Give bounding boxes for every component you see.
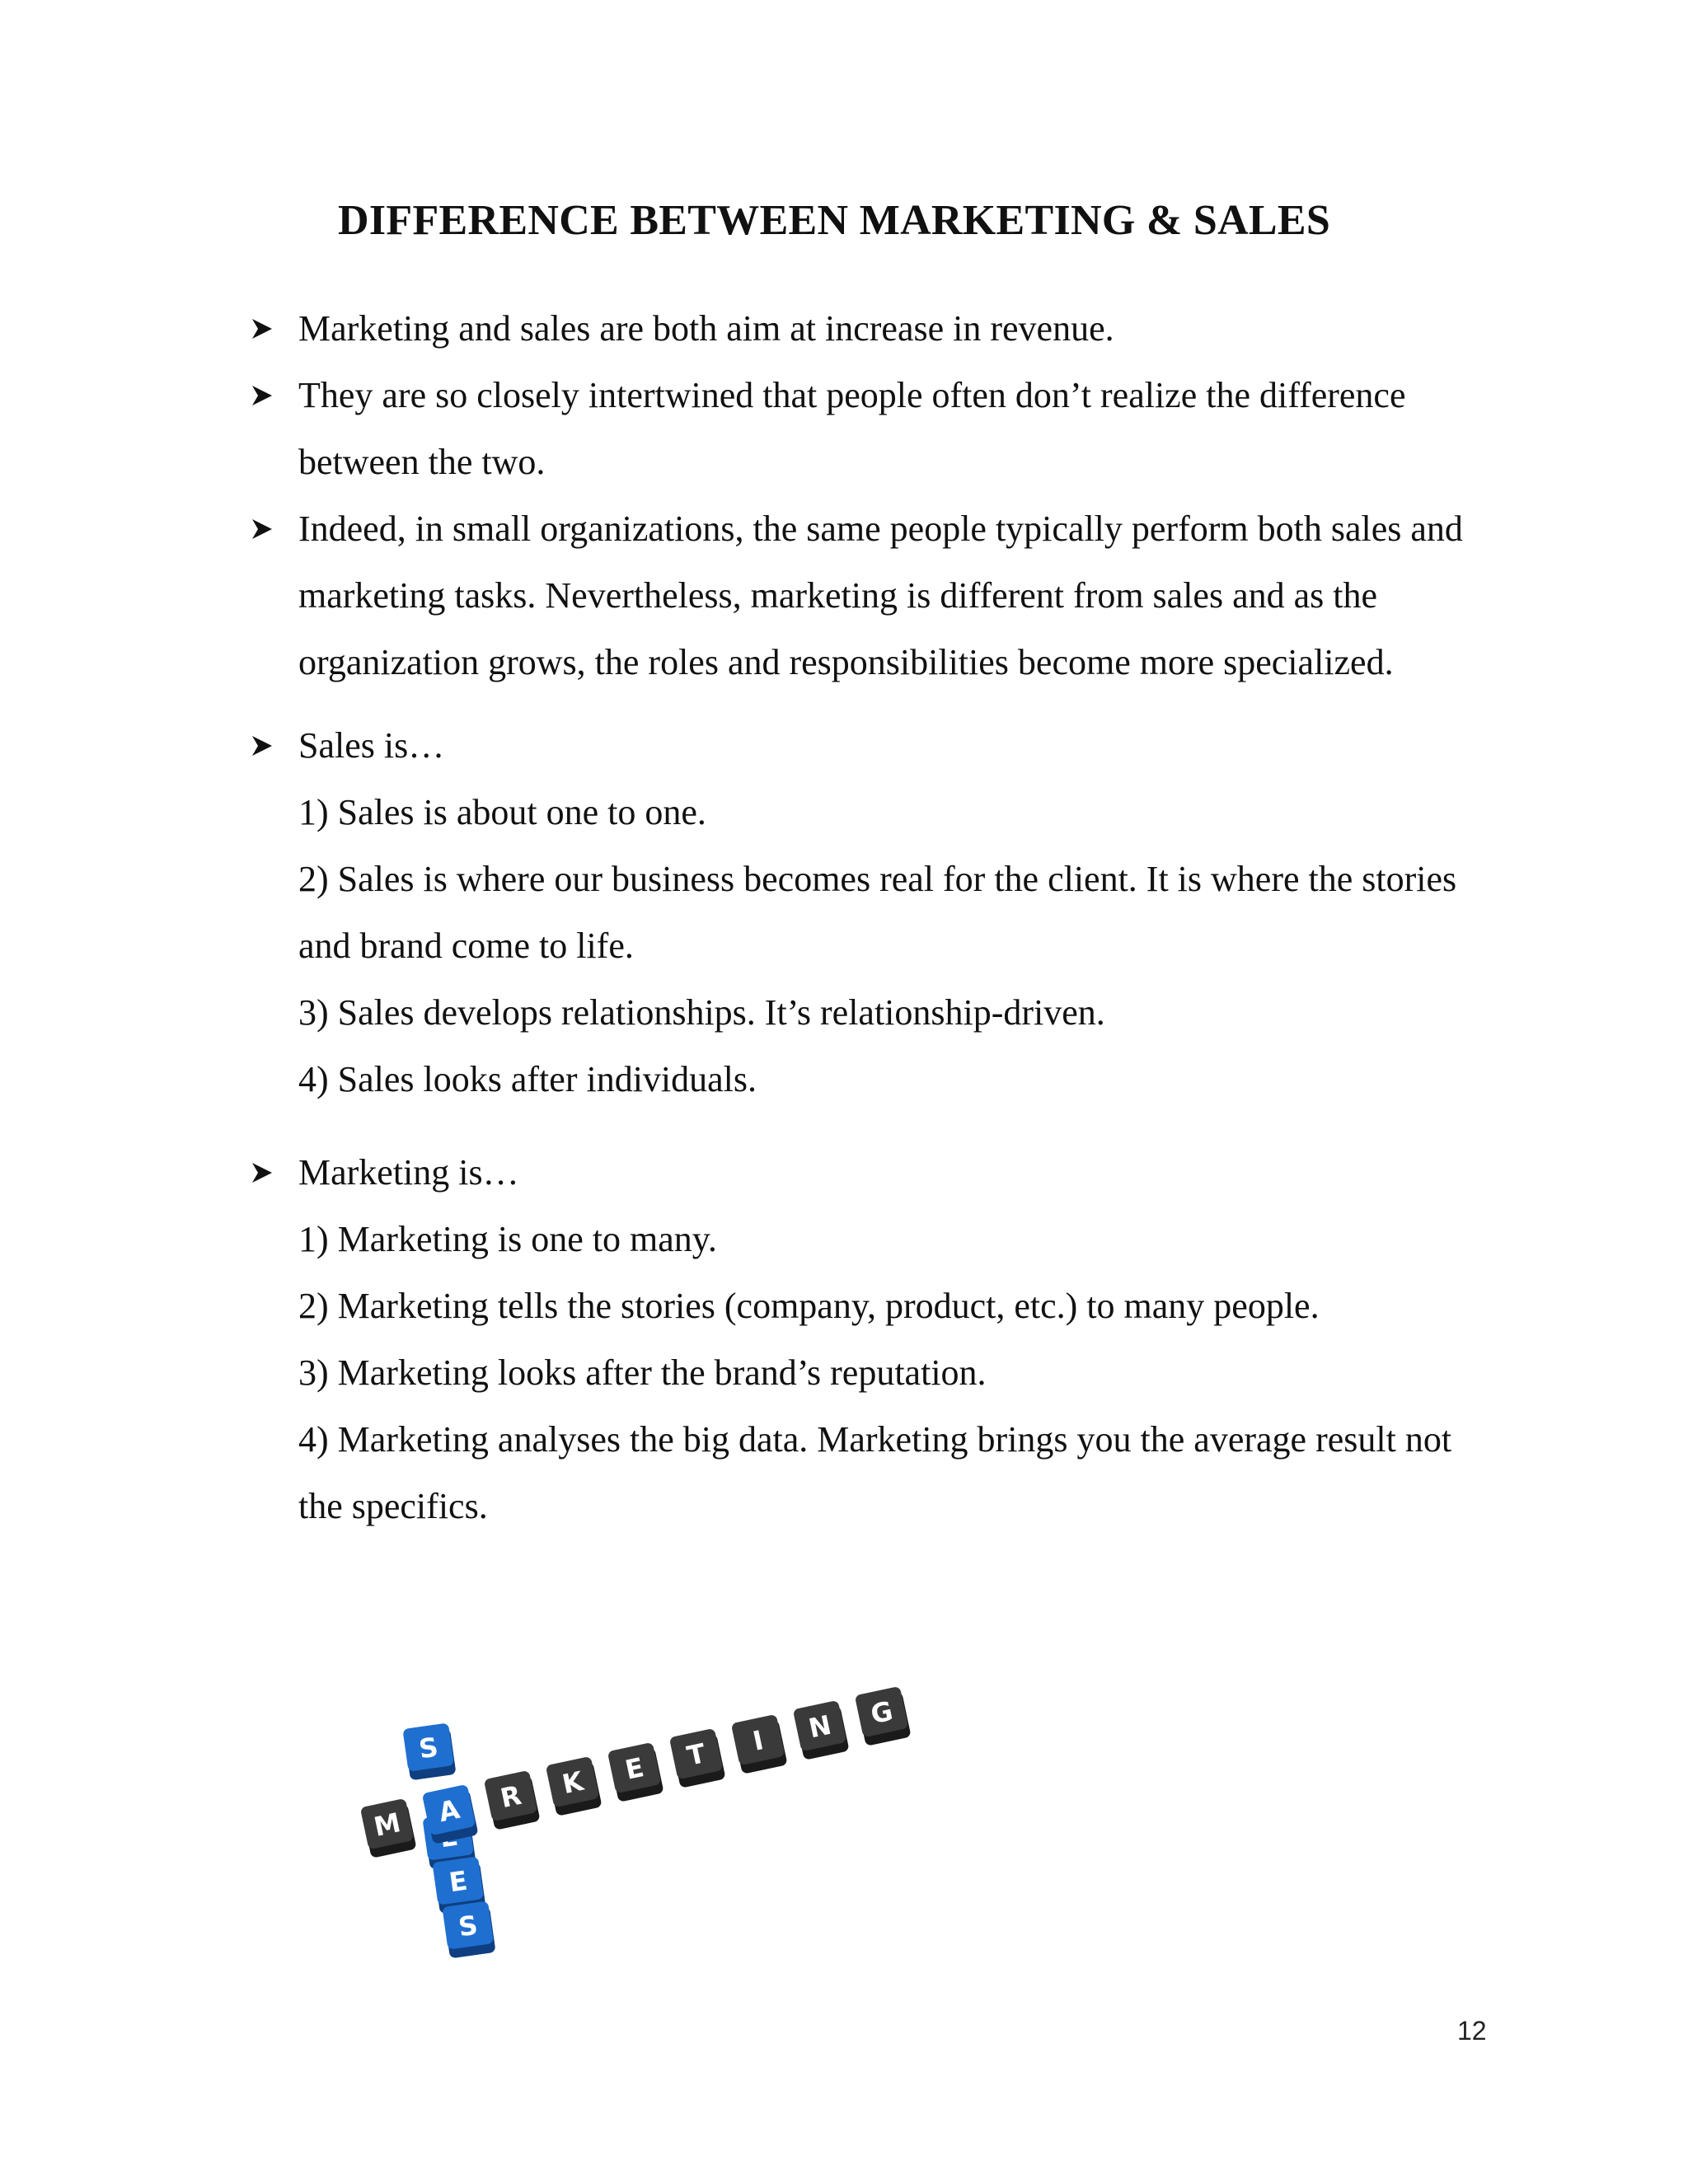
tile-letter: T <box>684 1737 709 1772</box>
tile-letter: S <box>456 1909 480 1943</box>
bullet-item <box>247 495 1500 696</box>
marketing-tile <box>855 1686 912 1746</box>
sales-item: 2) Sales is where our business becomes real for the client. It is where the stories and brand come to life. <box>298 859 1457 966</box>
marketing-section <box>247 1139 1500 1540</box>
bullet-list <box>247 295 1500 1540</box>
sales-item: 3) Sales develops relationships. It’s relationship-driven. <box>298 992 1105 1033</box>
sales-item: 1) Sales is about one to one. <box>298 792 706 832</box>
marketing-heading: Marketing is… <box>298 1152 519 1193</box>
marketing-sales-crossword-graphic <box>346 1657 923 2003</box>
marketing-tile <box>607 1742 664 1802</box>
marketing-tile <box>731 1714 788 1774</box>
sales-section <box>247 712 1500 1113</box>
tile-letter: K <box>559 1765 586 1801</box>
arrowhead-bullet-icon <box>251 1161 274 1184</box>
tile-letter: G <box>867 1694 896 1731</box>
arrowhead-bullet-icon <box>251 317 274 340</box>
marketing-tile <box>669 1728 726 1788</box>
marketing-item: 2) Marketing tells the stories (company, product, etc.) to many people. <box>298 1286 1320 1326</box>
bullet-text: Indeed, in small organizations, the same people typically perform both sales and marketing tasks. Nevertheless, marketing is different from sales and as the organization grows, the roles and responsibilities become more specialized. <box>298 509 1463 682</box>
sales-tile <box>402 1722 456 1780</box>
bullet-text: Marketing and sales are both aim at increase in revenue. <box>298 308 1114 349</box>
arrowhead-bullet-icon <box>251 734 274 757</box>
tile-letter: R <box>497 1779 524 1815</box>
bullet-item <box>247 362 1500 495</box>
marketing-item: 3) Marketing looks after the brand’s reputation. <box>298 1352 987 1393</box>
sales-item: 4) Sales looks after individuals. <box>298 1059 757 1099</box>
marketing-tile <box>484 1770 541 1830</box>
tile-letter: N <box>805 1708 834 1745</box>
arrowhead-bullet-icon <box>251 518 274 541</box>
marketing-item: 4) Marketing analyses the big data. Marketing brings you the average result not the specifics. <box>298 1419 1452 1526</box>
marketing-list <box>298 1206 1500 1540</box>
tile-letter: I <box>750 1724 767 1757</box>
bullet-text: They are so closely intertwined that people often don’t realize the difference between the two. <box>298 375 1406 482</box>
arrowhead-bullet-icon <box>251 384 274 407</box>
marketing-tile <box>360 1798 417 1858</box>
marketing-tile <box>793 1700 850 1760</box>
sales-list <box>298 779 1500 1113</box>
tile-letter: A <box>435 1793 462 1829</box>
tile-letter: S <box>416 1731 440 1765</box>
sales-heading: Sales is… <box>298 725 445 766</box>
bullet-item <box>247 295 1500 362</box>
tile-letter: M <box>371 1807 404 1843</box>
marketing-item: 1) Marketing is one to many. <box>298 1219 717 1259</box>
page-number: 12 <box>1457 2016 1487 2046</box>
marketing-tile <box>546 1756 603 1816</box>
tile-letter: E <box>622 1751 647 1786</box>
page-title: DIFFERENCE BETWEEN MARKETING & SALES <box>338 197 1331 244</box>
sales-tile <box>442 1900 495 1958</box>
tile-letter: E <box>447 1864 470 1899</box>
